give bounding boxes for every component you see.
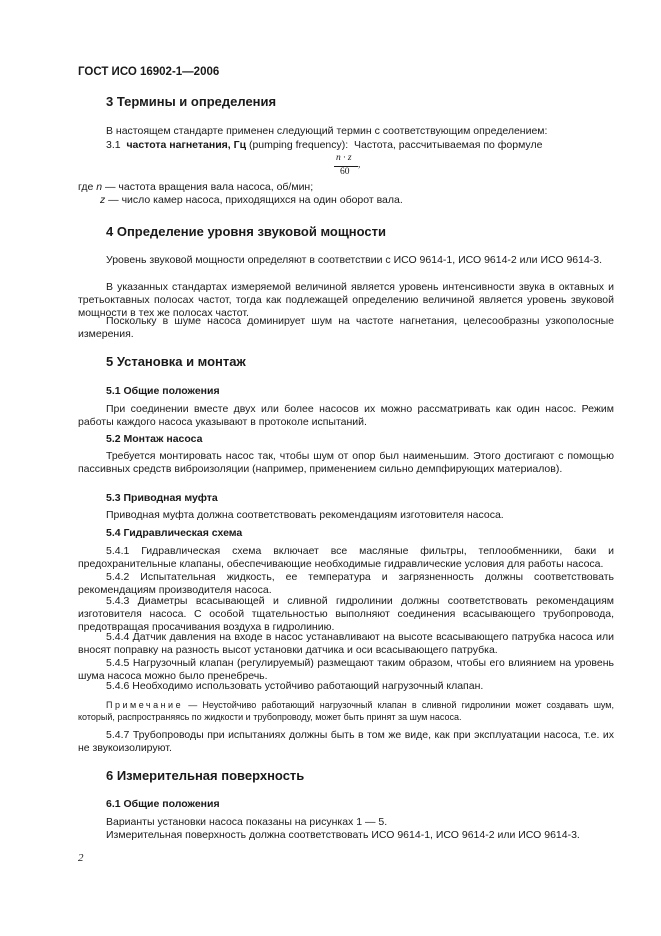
page-number: 2 bbox=[78, 852, 84, 864]
clause-5-4-2: 5.4.2 Испытательная жидкость, ее температура и загрязненность должны соответствовать рекомендациям производителя насоса. bbox=[78, 571, 614, 596]
clause-5-4-7: 5.4.7 Трубопроводы при испытаниях должны быть в том же виде, как при эксплуатации насоса, т.е. их не звукоизолируют. bbox=[78, 729, 614, 754]
document-header: ГОСТ ИСО 16902-1—2006 bbox=[78, 66, 220, 78]
subsection-6-1-title: 6.1 Общие положения bbox=[106, 798, 220, 810]
section-6-para-1: Варианты установки насоса показаны на рисунках 1 — 5. bbox=[106, 816, 388, 828]
section-5-title: 5 Установка и монтаж bbox=[106, 354, 246, 369]
term-english: (pumping frequency): bbox=[248, 139, 349, 151]
symbol-n-desc: — частота вращения вала насоса, об/мин; bbox=[102, 181, 314, 193]
clause-5-4-3: 5.4.3 Диаметры всасывающей и сливной гидролинии должны соответствовать рекомендациям изготовителя насоса. С особой тщательностью выполняют соединения всасывающего трубопровода, предотвращая просачивания воздуха в гидролинию. bbox=[78, 595, 614, 633]
clause-5-4-4: 5.4.4 Датчик давления на входе в насос устанавливают на высоте всасывающего патрубка насоса или вносят поправку на разность высот установки датчика и оси всасывающего патрубка. bbox=[78, 631, 614, 656]
where-label: где bbox=[78, 181, 94, 193]
section-3-intro: В настоящем стандарте применен следующий термин с соответствующим определением: bbox=[106, 125, 548, 137]
symbol-n: n bbox=[96, 181, 103, 193]
formula-numerator: n · z bbox=[336, 153, 352, 163]
symbol-z-desc: — число камер насоса, приходящихся на один оборот вала. bbox=[105, 194, 403, 206]
section-6-para-2: Измерительная поверхность должна соответствовать ИСО 9614-1, ИСО 9614-2 или ИСО 9614-3. bbox=[106, 829, 580, 841]
section-6-title: 6 Измерительная поверхность bbox=[106, 768, 305, 783]
where-n-line bbox=[78, 181, 313, 193]
note-label: Примечание bbox=[106, 700, 184, 710]
where-z-line bbox=[100, 194, 403, 206]
clause-5-4-1: 5.4.1 Гидравлическая схема включает все масляные фильтры, теплообменники, баки и предохранительные клапаны, обеспечивающие необходимые гидравлические условия для работы насоса. bbox=[78, 545, 614, 570]
symbol-z: z bbox=[100, 194, 106, 206]
term-number: 3.1 bbox=[106, 139, 121, 151]
formula-denominator: 60 bbox=[340, 167, 350, 177]
note-text: — Неустойчиво работающий нагрузочный клапан в сливной гидролинии может создавать шум, который, распространяясь по жидкости и трубопроводу, может быть принят за шум насоса. bbox=[78, 700, 614, 722]
clause-5-4-5: 5.4.5 Нагрузочный клапан (регулируемый) размещают таким образом, чтобы его влиянием на уровень шума насоса можно было пренебречь. bbox=[78, 657, 614, 682]
note-block bbox=[78, 699, 614, 723]
section-4-para-1: Уровень звуковой мощности определяют в соответствии с ИСО 9614-1, ИСО 9614-2 или ИСО 9614-3. bbox=[106, 254, 603, 266]
formula-comma: , bbox=[358, 160, 361, 170]
subsection-5-1-text: При соединении вместе двух или более насосов их можно рассматривать как один насос. Режим работы каждого насоса указывают в протоколе испытаний. bbox=[78, 403, 614, 428]
section-4-para-2: В указанных стандартах измеряемой величиной является уровень интенсивности звука в октавных и третьоктавных полосах частот, тогда как подлежащей определению величиной является уровень звуковой мощности в тех же полосах частот. bbox=[78, 281, 614, 319]
term-3-1 bbox=[106, 139, 542, 151]
section-3-title: 3 Термины и определения bbox=[106, 94, 277, 109]
section-4-title: 4 Определение уровня звуковой мощности bbox=[106, 224, 387, 239]
subsection-5-2-text: Требуется монтировать насос так, чтобы шум от опор был наименьшим. Этого достигают с помощью пассивных средств виброизоляции (например, применением сильно демпфирующих материалов). bbox=[78, 450, 614, 475]
subsection-5-3-text: Приводная муфта должна соответствовать рекомендациям изготовителя насоса. bbox=[106, 509, 504, 521]
subsection-5-2-title: 5.2 Монтаж насоса bbox=[106, 433, 203, 445]
term-definition: Частота, рассчитываемая по формуле bbox=[354, 139, 543, 151]
section-4-para-3: Поскольку в шуме насоса доминирует шум на частоте нагнетания, целесообразны узкополосные измерения. bbox=[78, 315, 614, 340]
term-name: частота нагнетания, Гц bbox=[126, 139, 247, 151]
subsection-5-1-title: 5.1 Общие положения bbox=[106, 385, 220, 397]
clause-5-4-6: 5.4.6 Необходимо использовать устойчиво работающий нагрузочный клапан. bbox=[106, 680, 484, 692]
subsection-5-4-title: 5.4 Гидравлическая схема bbox=[106, 527, 243, 539]
subsection-5-3-title: 5.3 Приводная муфта bbox=[106, 492, 218, 504]
